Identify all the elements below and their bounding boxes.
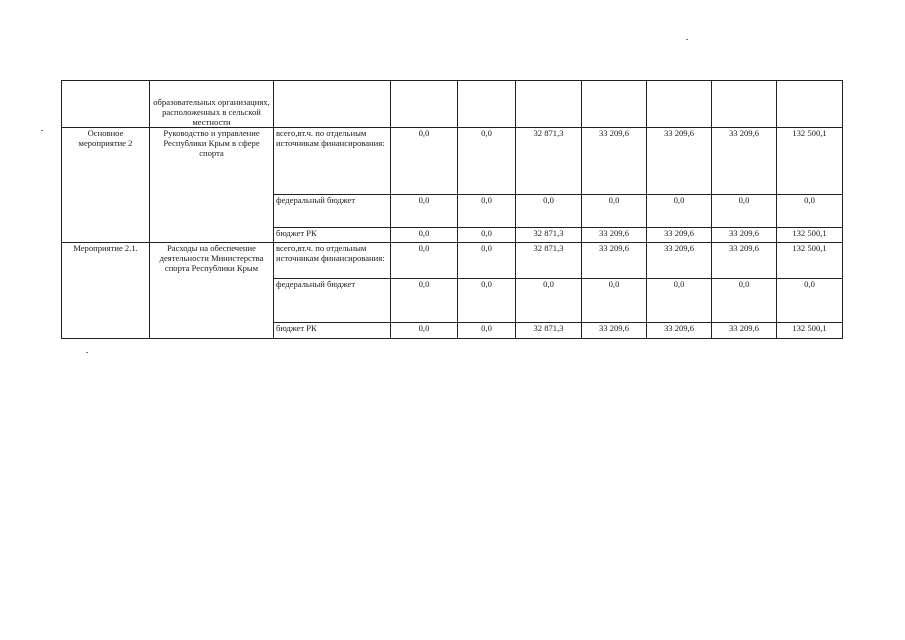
scan-speck xyxy=(41,130,43,131)
scan-speck xyxy=(686,39,688,40)
source-cell xyxy=(274,81,391,128)
table-row xyxy=(62,128,843,195)
value-cell: 0,0 xyxy=(647,279,712,323)
source-cell: всего,вт.ч. по отдельным источникам финансирования: xyxy=(274,128,391,195)
value-cell: 0,0 xyxy=(458,323,516,339)
value-cell: 0,0 xyxy=(582,195,647,228)
value-cell: 0,0 xyxy=(391,279,458,323)
value-cell: 33 209,6 xyxy=(582,243,647,279)
value-cell: 0,0 xyxy=(777,279,843,323)
value-cell: 0,0 xyxy=(516,279,582,323)
value-cell: 33 209,6 xyxy=(582,323,647,339)
source-cell: всего,вт.ч. по отдельным источникам финансирования: xyxy=(274,243,391,279)
measure-cell xyxy=(62,81,150,128)
value-cell: 0,0 xyxy=(458,195,516,228)
value-cell: 0,0 xyxy=(458,279,516,323)
value-cell: 0,0 xyxy=(712,195,777,228)
value-cell: 0,0 xyxy=(458,228,516,243)
value-cell: 33 209,6 xyxy=(647,128,712,195)
budget-table xyxy=(61,80,843,339)
value-cell: 132 500,1 xyxy=(777,228,843,243)
value-cell: 0,0 xyxy=(391,243,458,279)
value-cell: 0,0 xyxy=(391,128,458,195)
value-cell: 0,0 xyxy=(458,128,516,195)
value-cell: 0,0 xyxy=(777,195,843,228)
value-cell: 132 500,1 xyxy=(777,243,843,279)
value-cell: 132 500,1 xyxy=(777,323,843,339)
value-cell: 0,0 xyxy=(458,243,516,279)
value-cell: 33 209,6 xyxy=(647,243,712,279)
value-cell: 132 500,1 xyxy=(777,128,843,195)
table-row xyxy=(62,243,843,279)
source-cell: федеральный бюджет xyxy=(274,195,391,228)
value-cell: 0,0 xyxy=(391,195,458,228)
value-cell: 33 209,6 xyxy=(712,228,777,243)
value-cell: 0,0 xyxy=(391,228,458,243)
source-cell: бюджет РК xyxy=(274,228,391,243)
value-cell: 33 209,6 xyxy=(712,323,777,339)
measure-cell: Основное мероприятие 2 xyxy=(62,128,150,243)
value-cell: 32 871,3 xyxy=(516,323,582,339)
value-cell: 33 209,6 xyxy=(647,323,712,339)
value-cell: 0,0 xyxy=(712,279,777,323)
value-cell: 0,0 xyxy=(391,323,458,339)
value-cell: 32 871,3 xyxy=(516,228,582,243)
measure-cell: Мероприятие 2.1. xyxy=(62,243,150,339)
value-cell: 33 209,6 xyxy=(712,243,777,279)
value-cell: 0,0 xyxy=(647,195,712,228)
value-cell: 0,0 xyxy=(516,195,582,228)
value-cell: 32 871,3 xyxy=(516,243,582,279)
source-cell: бюджет РК xyxy=(274,323,391,339)
table-row-continued xyxy=(62,81,843,128)
value-cell: 33 209,6 xyxy=(582,128,647,195)
source-cell: федеральный бюджет xyxy=(274,279,391,323)
value-cell: 33 209,6 xyxy=(712,128,777,195)
value-cell: 0,0 xyxy=(582,279,647,323)
value-cell: 32 871,3 xyxy=(516,128,582,195)
scan-speck xyxy=(86,352,88,353)
value-cell: 33 209,6 xyxy=(647,228,712,243)
name-cell: Руководство и управление Республики Крым в сфере спорта xyxy=(150,128,274,243)
value-cell: 33 209,6 xyxy=(582,228,647,243)
name-cell: образовательных организациях, расположенных в сельской местности xyxy=(150,81,274,128)
name-cell: Расходы на обеспечение деятельности Министерства спорта Республики Крым xyxy=(150,243,274,339)
